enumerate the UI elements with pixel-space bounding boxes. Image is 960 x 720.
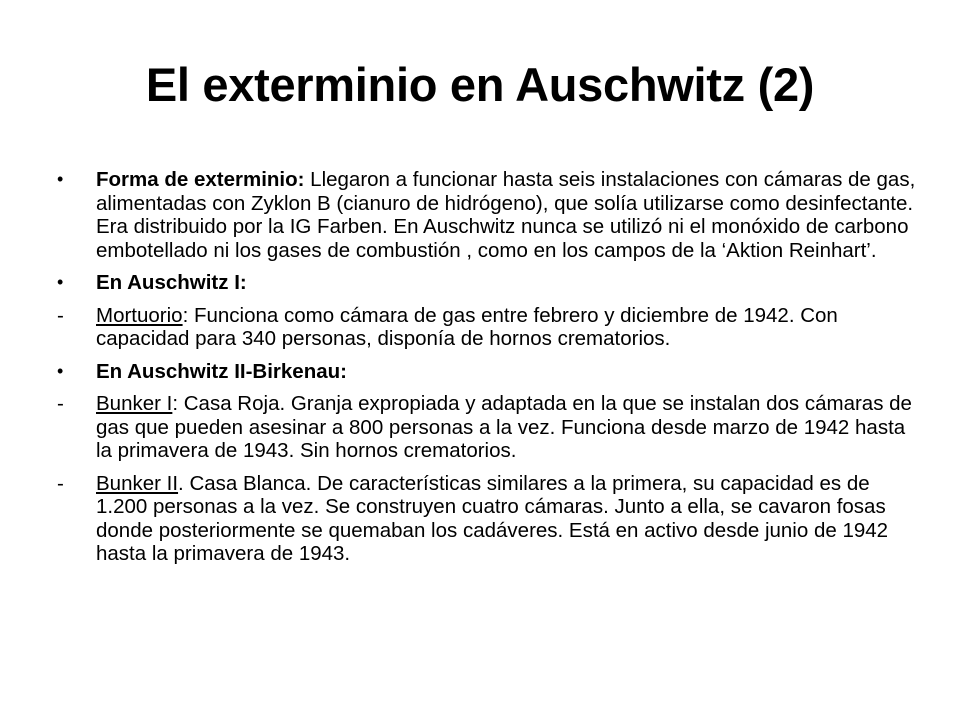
dash-marker: - <box>57 392 64 415</box>
dash-term: Bunker II <box>96 471 179 495</box>
bullet-lead: En Auschwitz II-Birkenau: <box>96 359 347 383</box>
bullet-text: Llegaron a funcionar hasta seis instalaciones con cámaras de gas, alimentadas con Zyklon B (cianuro de hidrógeno), que solía utilizarse como desinfectante. Era distribuido por la IG Farben. En Auschwitz nunca se utilizó ni el monóxido de carbono embotellado ni los gases de combustión , como en los campos de la ‘Aktion Reinhart’. <box>96 168 916 262</box>
slide-content <box>57 168 920 575</box>
dash-marker: - <box>57 471 64 495</box>
dash-item-mortuorio <box>57 303 920 351</box>
bullet-lead: En Auschwitz I: <box>96 271 247 294</box>
bullet-marker: • <box>57 272 64 292</box>
bullet-lead: Forma de exterminio: <box>96 168 305 191</box>
dash-item-bunker-ii <box>57 471 920 566</box>
dash-item-bunker-i <box>57 392 920 463</box>
bullet-marker: • <box>57 360 64 381</box>
dash-marker: - <box>57 303 64 327</box>
dash-text: . Casa Blanca. De características similares a la primera, su capacidad es de 1.200 personas a la vez. Se construyen cuatro cámaras. Junto a ella, se cavaron fosas donde posteriormente se quemaban los cadáveres. Está en activo desde junio de 1942 hasta la primavera de 1943. <box>96 471 889 565</box>
bullet-item-forma-de-exterminio <box>57 168 920 262</box>
dash-term: Bunker I <box>96 392 173 415</box>
dash-text: : Casa Roja. Granja expropiada y adaptada en la que se instalan dos cámaras de gas que pueden asesinar a 800 personas a la vez. Funciona desde marzo de 1942 hasta la primavera de 1943. Sin hornos crematorios. <box>96 392 912 462</box>
bullet-marker: • <box>57 169 64 189</box>
slide-title: El exterminio en Auschwitz (2) <box>145 58 815 111</box>
dash-term: Mortuorio <box>96 303 183 327</box>
dash-text: : Funciona como cámara de gas entre febrero y diciembre de 1942. Con capacidad para 340 personas, disponía de hornos crematorios. <box>96 303 838 350</box>
bullet-item-auschwitz-i <box>57 271 920 295</box>
bullet-item-auschwitz-ii-birkenau <box>57 359 920 384</box>
